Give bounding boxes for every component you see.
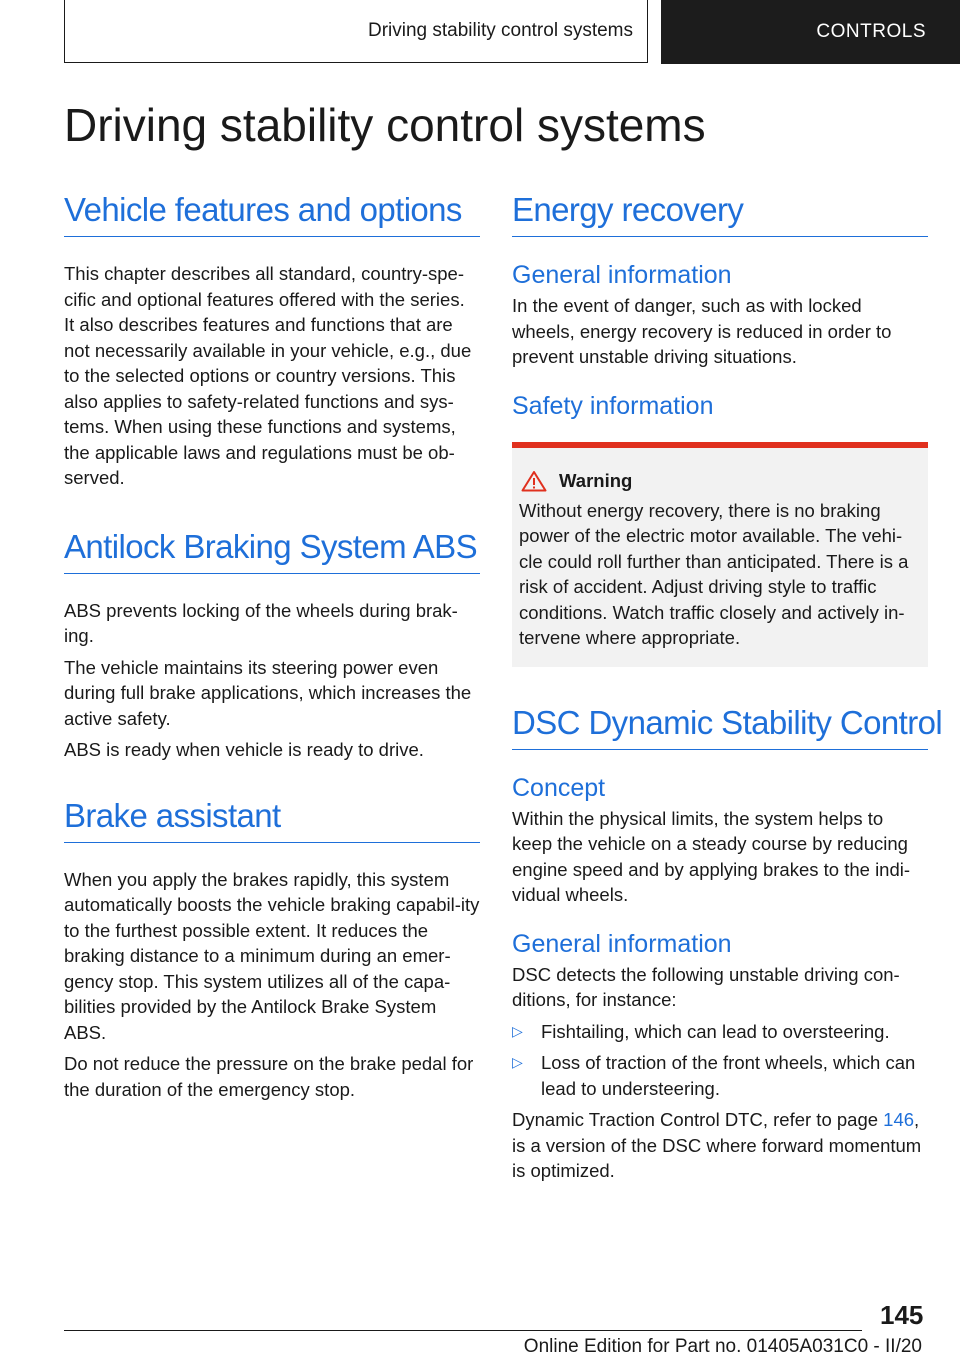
list-item: [512, 1050, 928, 1101]
page-title: Driving stability control systems: [64, 99, 706, 151]
warning-title: [519, 470, 920, 492]
heading-energy-recovery: Energy recovery: [512, 190, 928, 237]
list-item: [512, 1019, 928, 1045]
list-item-text: Fishtailing, which can lead to oversteering.: [541, 1020, 890, 1042]
page-reference-link[interactable]: 146: [883, 1109, 915, 1130]
concept-body: Within the physical limits, the system helps to keep the vehicle on a steady course by reducing engine speed and by applying brakes to the indi-vidual wheels.: [512, 807, 911, 905]
warning-title-text: Warning: [559, 469, 633, 491]
triangle-bullet-icon: ▷: [512, 1054, 523, 1070]
dsc-general-body: DSC detects the following unstable driving con-ditions, for instance:: [512, 963, 900, 1010]
brake-assistant-paragraph-2: Do not reduce the pressure on the brake pedal for the duration of the emergency stop.: [64, 1053, 474, 1100]
vehicle-features-body: This chapter describes all standard, country-spe-cific and optional features offered with the series. It also describes features and functions that are not necessarily available in your vehicle, e.g., due to the selected options or country versions. This also applies to safety-related functions and sys-tems. When using these functions and systems, the applicable laws and regulations must be ob-served.: [64, 263, 472, 488]
heading-safety-information: Safety information: [512, 391, 714, 420]
dtc-text-before: Dynamic Traction Control DTC, refer to page: [512, 1109, 884, 1130]
header-section-title: [64, 0, 648, 63]
header-section-title-text: Driving stability control systems: [367, 20, 633, 41]
left-column: [64, 190, 480, 1102]
warning-triangle-icon: [521, 470, 547, 492]
right-column: [512, 190, 943, 1184]
heading-dsc: DSC Dynamic Stability Control: [512, 703, 928, 750]
heading-concept: Concept: [512, 773, 606, 802]
page-number: 145: [880, 1300, 924, 1330]
heading-brake-assistant: Brake assistant: [64, 796, 480, 843]
abs-paragraph-3: ABS is ready when vehicle is ready to drive.: [64, 739, 424, 760]
brake-assistant-paragraph-1: When you apply the brakes rapidly, this system automatically boosts the vehicle braking capabil-ity to the furthest possible extent. It reduces the braking distance to a minimum during an emer-gency stop. This system utilizes all of the capa-bilities provided by the Antilock Brake System ABS.: [64, 868, 480, 1043]
header-chapter-tab: [661, 0, 960, 64]
heading-dsc-general-information: General information: [512, 929, 732, 958]
footer-edition: Online Edition for Part no. 01405A031C0 - II/20: [523, 1336, 922, 1357]
energy-general-body: In the event of danger, such as with locked wheels, energy recovery is reduced in order to prevent unstable driving situations.: [512, 295, 892, 367]
heading-abs: Antilock Braking System ABS: [64, 527, 480, 574]
footer-divider: [64, 1330, 862, 1331]
abs-paragraph-1: ABS prevents locking of the wheels during brak-ing.: [64, 599, 458, 646]
triangle-bullet-icon: ▷: [512, 1022, 523, 1039]
dtc-reference: [512, 1107, 928, 1184]
list-item-text: Loss of traction of the front wheels, which can lead to understeering.: [541, 1052, 916, 1099]
heading-energy-general-information: General information: [512, 261, 732, 289]
warning-box: [512, 442, 928, 667]
warning-body: Without energy recovery, there is no braking power of the electric motor available. The vehi-cle could roll further than anticipated. There is a risk of accident. Adjust driving style to traffic conditions. Watch traffic closely and actively in-tervene where appropriate.: [519, 499, 909, 648]
dtc-text-after: , is a version of the DSC where forward momentum is optimized.: [512, 1109, 922, 1181]
header-chapter-text: CONTROLS: [816, 21, 926, 42]
abs-paragraph-2: The vehicle maintains its steering power even during full brake applications, which increases the active safety.: [64, 656, 472, 729]
heading-vehicle-features: Vehicle features and options: [64, 190, 480, 237]
